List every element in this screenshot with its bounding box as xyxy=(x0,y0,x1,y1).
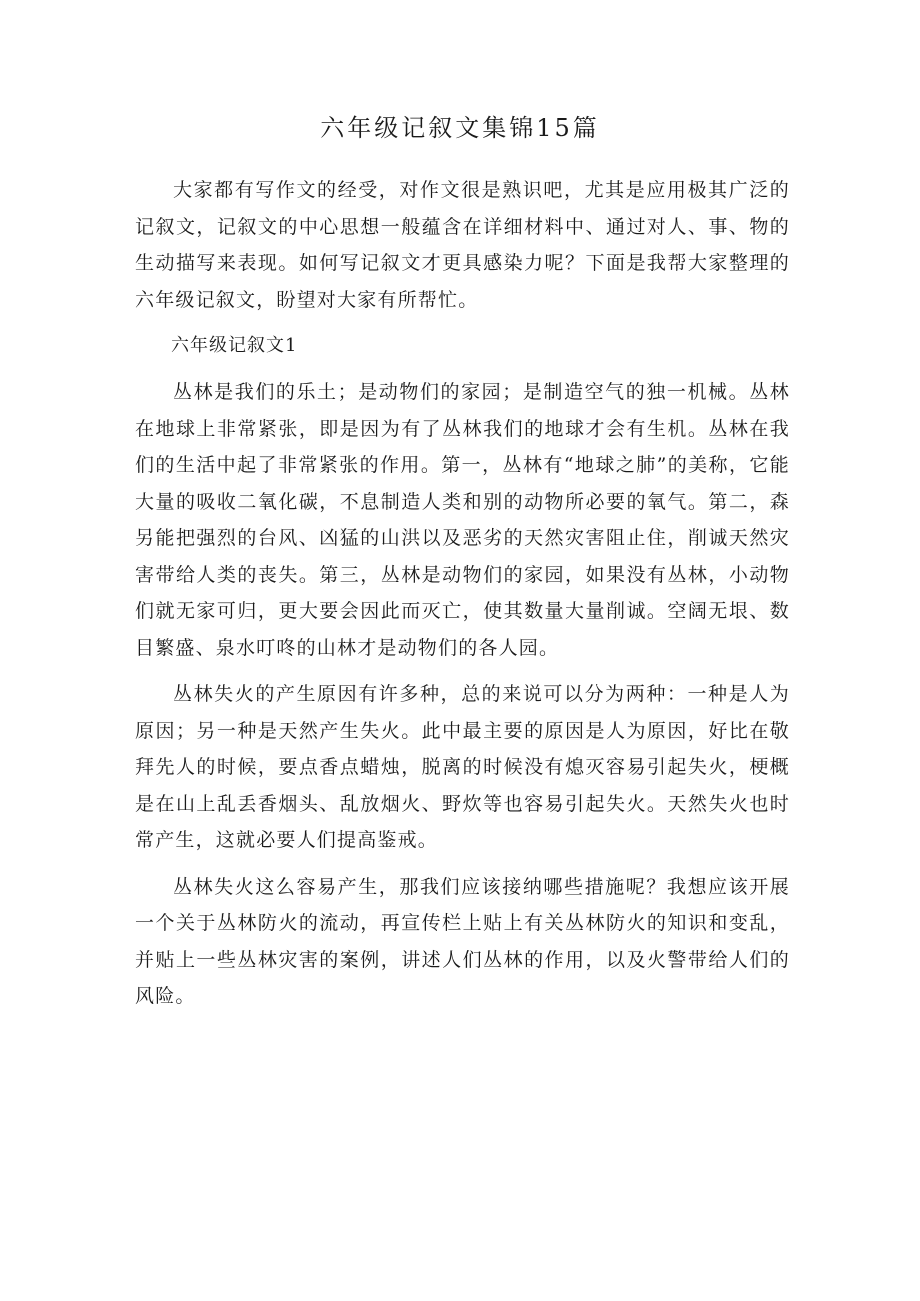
intro-paragraph: 大家都有写作文的经受，对作文很是熟识吧，尤其是应用极其广泛的记叙文，记叙文的中心思想一般蕴含在详细材料中、通过对人、事、物的生动描写来表现。如何写记叙文才更具感染力呢？下面是我帮大家整理的六年级记叙文，盼望对大家有所帮忙。 xyxy=(135,179,790,311)
body-paragraph-3: 丛林失火这么容易产生，那我们应该接纳哪些措施呢？我想应该开展一个关于丛林防火的流动，再宣传栏上贴上有关丛林防火的知识和变乱，并贴上一些丛林灾害的案例，讲述人们丛林的作用，以及火警带给人们的风险。 xyxy=(135,875,790,1007)
body-paragraph-1: 丛林是我们的乐土；是动物们的家园；是制造空气的独一机械。丛林在地球上非常紧张，即是因为有了丛林我们的地球才会有生机。丛林在我们的生活中起了非常紧张的作用。第一，丛林有“地球之肺”的美称，它能大量的吸收二氧化碳，不息制造人类和别的动物所必要的氧气。第二，森另能把强烈的台风、凶猛的山洪以及恶劣的天然灾害阻止住，削诚天然灾害带给人类的丧失。第三，丛林是动物们的家园，如果没有丛林，小动物们就无家可归，更大要会因此而灭亡，使其数量大量削诚。空阔无垠、数目繁盛、泉水叮咚的山林才是动物们的各人园。 xyxy=(135,381,790,659)
body-paragraph-2: 丛林失火的产生原因有许多种，总的来说可以分为两种：一种是人为原因；另一种是天然产生失火。此中最主要的原因是人为原因，好比在敬拜先人的时候，要点香点蜡烛，脱离的时候没有熄灭容易引起失火，梗概是在山上乱丢香烟头、乱放烟火、野炊等也容易引起失火。天然失火也时常产生，这就必要人们提高鉴戒。 xyxy=(135,683,790,851)
section-heading: 六年级记叙文1 xyxy=(171,335,298,356)
document-title: 六年级记叙文集锦15篇 xyxy=(320,114,600,142)
document-body xyxy=(135,172,790,1025)
